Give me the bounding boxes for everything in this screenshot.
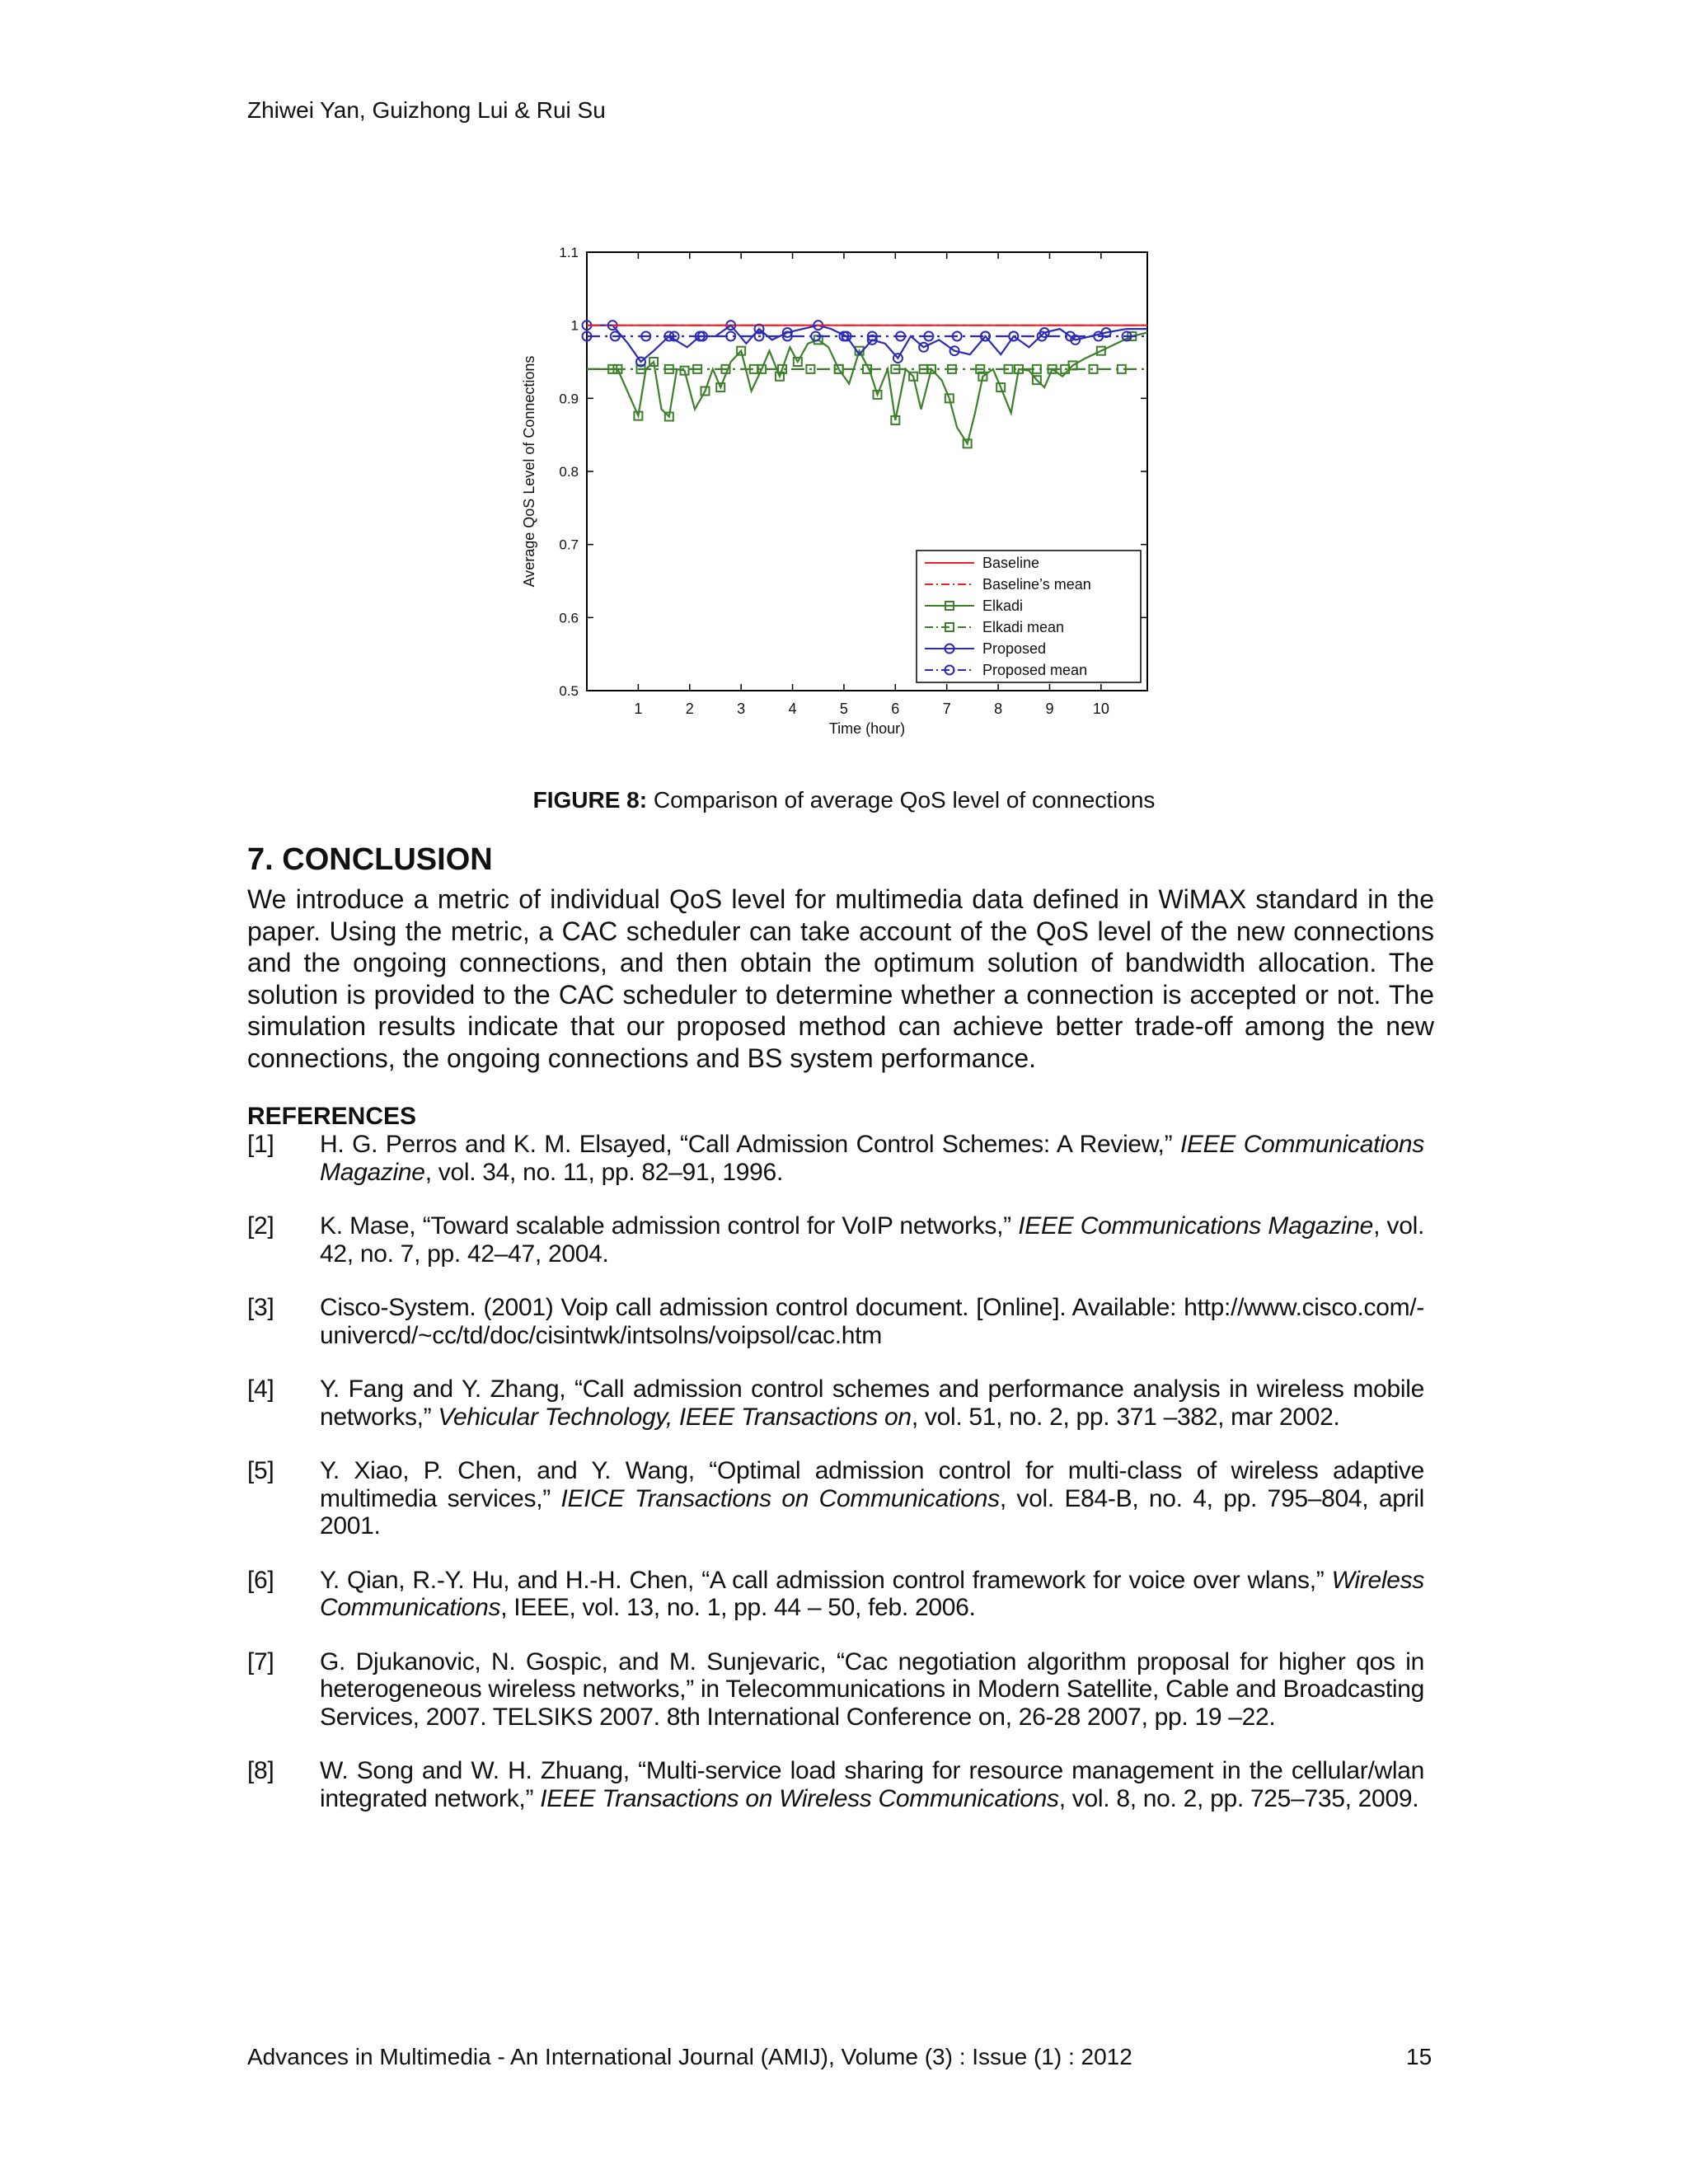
reference-number: [7]: [247, 1647, 274, 1675]
y-tick-label: 0.7: [559, 537, 579, 553]
figure-caption-label: FIGURE 8:: [532, 787, 648, 813]
reference-text: Cisco-System. (2001) Voip call admission control document. [Online]. Available: http://www.cisco.com/- univercd/~cc/td/doc/cisintwk/intsolns/voipsol/cac.htm: [320, 1294, 1424, 1349]
reference-item: [247, 1757, 1424, 1812]
x-tick-label: 2: [685, 701, 694, 717]
legend-label: Baseline’s mean: [982, 576, 1091, 593]
x-tick-label: 8: [994, 701, 1003, 717]
y-tick-label: 1.1: [559, 245, 579, 260]
y-tick-label: 0.8: [559, 464, 579, 480]
reference-venue: IEICE Transactions on Communications: [560, 1484, 1000, 1512]
reference-number: [5]: [247, 1457, 274, 1484]
reference-item: [247, 1457, 1424, 1540]
x-axis-label: Time (hour): [828, 720, 906, 737]
y-tick-label: 0.9: [559, 391, 579, 407]
reference-item: [247, 1648, 1424, 1732]
reference-details: , vol. 8, no. 2, pp. 725–735, 2009.: [1058, 1784, 1419, 1812]
reference-text: K. Mase, “Toward scalable admission control for VoIP networks,”: [320, 1212, 1019, 1240]
y-tick-label: 1: [570, 317, 579, 334]
reference-text: G. Djukanovic, N. Gospic, and M. Sunjevaric, “Cac negotiation algorithm proposal for higher qos in heterogeneous wireless networks,” in Telecommunications in Modern Satellite, Cable and Broadcasting Services, 2007. TELSIKS 2007. 8th International Conference on, 26-28 2007, pp. 19 –22.: [320, 1647, 1424, 1731]
qos-line-chart: [519, 239, 1179, 750]
x-tick-label: 1: [634, 701, 643, 717]
reference-item: [247, 1131, 1424, 1186]
reference-text: Y. Xiao, P. Chen, and Y. Wang, “Optimal admission control for multi-class of wireless adaptive multimedia services,”: [320, 1457, 1424, 1512]
x-tick-label: 10: [1092, 701, 1109, 717]
reference-item: [247, 1376, 1424, 1431]
reference-venue: IEEE Communications Magazine: [1018, 1212, 1374, 1240]
reference-item: [247, 1567, 1424, 1622]
reference-venue: IEEE Transactions on Wireless Communications: [540, 1784, 1059, 1812]
reference-number: [6]: [247, 1566, 274, 1594]
x-tick-label: 4: [788, 701, 797, 717]
section-title: 7. CONCLUSION: [247, 842, 493, 877]
reference-text: W. Song and W. H. Zhuang, “Multi-service load sharing for resource management in the cellular/wlan integrated network,”: [320, 1757, 1424, 1812]
reference-number: [8]: [247, 1757, 274, 1784]
reference-number: [2]: [247, 1212, 274, 1240]
x-tick-label: 3: [737, 701, 746, 717]
reference-number: [4]: [247, 1376, 274, 1403]
legend-label: Proposed mean: [982, 662, 1088, 678]
reference-text: H. G. Perros and K. M. Elsayed, “Call Admission Control Schemes: A Review,”: [320, 1131, 1180, 1158]
legend-label: Baseline: [982, 555, 1040, 571]
references-heading: REFERENCES: [247, 1103, 417, 1130]
reference-number: [1]: [247, 1131, 274, 1158]
legend-label: Elkadi mean: [982, 619, 1065, 635]
figure-caption: [0, 787, 1688, 813]
y-tick-label: 0.5: [559, 683, 579, 699]
x-tick-label: 5: [839, 701, 848, 717]
reference-venue: Wireless Communications: [320, 1566, 1424, 1621]
reference-details: , vol. 51, no. 2, pp. 371 –382, mar 2002.: [911, 1403, 1340, 1431]
footer-page-number: 15: [1406, 2044, 1432, 2069]
figure-caption-text: Comparison of average QoS level of connections: [647, 787, 1156, 813]
reference-details: , vol. E84-B, no. 4, pp. 795–804, april 2001.: [320, 1484, 1425, 1540]
footer-journal: Advances in Multimedia - An International Journal (AMIJ), Volume (3) : Issue (1) : 2012: [247, 2044, 1132, 2069]
references-list: [247, 1131, 1424, 1839]
reference-details: , IEEE, vol. 13, no. 1, pp. 44 – 50, feb. 2006.: [500, 1594, 976, 1621]
reference-text: Y. Fang and Y. Zhang, “Call admission control schemes and performance analysis in wireless mobile networks,”: [320, 1376, 1424, 1431]
conclusion-paragraph: We introduce a metric of individual QoS level for multimedia data defined in WiMAX standard in the paper. Using the metric, a CAC scheduler can take account of the QoS level of the new connections and the ongoing connections, and then obtain the optimum solution of bandwidth allocation. The solution is provided to the CAC scheduler to determine whether a connection is accepted or not. The simulation results indicate that our proposed method can achieve better trade-off among the new connections, the ongoing connections and BS system performance.: [247, 884, 1434, 1073]
y-axis-label: Average QoS Level of Connections: [521, 355, 537, 588]
reference-details: , vol. 34, no. 11, pp. 82–91, 1996.: [424, 1158, 783, 1186]
x-tick-label: 9: [1045, 701, 1054, 717]
legend-label: Elkadi: [982, 598, 1024, 614]
x-tick-label: 7: [942, 701, 951, 717]
running-header: Zhiwei Yan, Guizhong Lui & Rui Su: [247, 97, 606, 123]
chart-legend: [917, 551, 1141, 682]
y-tick-label: 0.6: [559, 610, 579, 626]
reference-item: [247, 1294, 1424, 1349]
reference-item: [247, 1212, 1424, 1268]
reference-venue: Vehicular Technology, IEEE Transactions on: [438, 1403, 912, 1431]
x-tick-label: 6: [891, 701, 900, 717]
reference-text: Y. Qian, R.-Y. Hu, and H.-H. Chen, “A call admission control framework for voice over wlans,”: [320, 1566, 1332, 1594]
legend-label: Proposed: [982, 640, 1047, 657]
reference-venue: IEEE Communications Magazine: [320, 1131, 1424, 1186]
reference-details: , vol. 42, no. 7, pp. 42–47, 2004.: [320, 1212, 1424, 1268]
reference-number: [3]: [247, 1294, 274, 1321]
